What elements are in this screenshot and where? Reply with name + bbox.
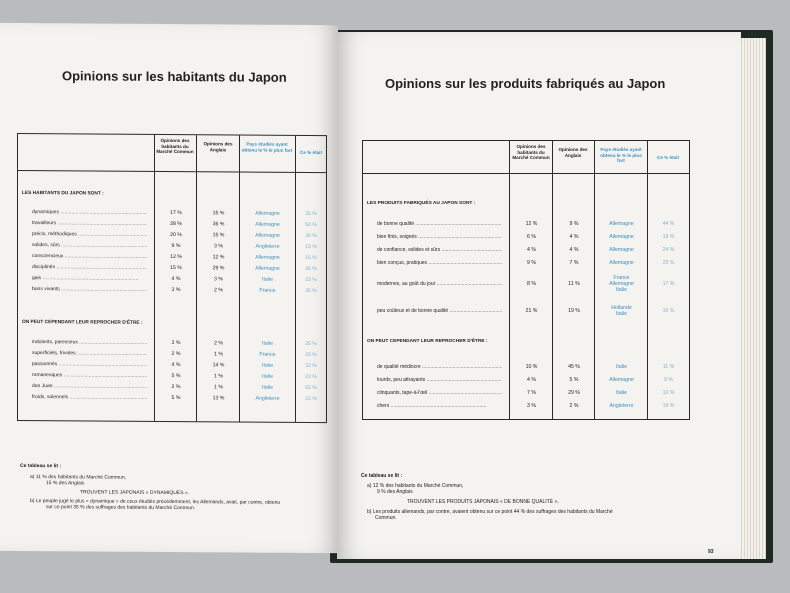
right-top-country: Allemagne (609, 260, 634, 266)
left-uk-value: 1 % (214, 351, 223, 358)
left-mc-value: 2 % (171, 384, 181, 391)
right-top-country: Angleterre (609, 403, 634, 409)
left-top-pct: 36 % (305, 232, 317, 240)
left-row-label: solides, sûrs ..... (32, 242, 147, 249)
left-uk-value: 2 % (214, 287, 223, 294)
right-top-pct: 11 % (662, 364, 675, 370)
right-mc-value: 3 % (527, 403, 536, 409)
right-row-label: peu coûteux et de bonne qualité ..... (377, 308, 502, 314)
left-top-pct: 45 % (305, 265, 317, 273)
left-note-a3: TROUVENT LES JAPONAIS « DYNAMIQUES ». (80, 489, 190, 497)
right-uk-value: 4 % (569, 234, 579, 240)
left-mc-value: 17 % (170, 210, 182, 217)
left-table (17, 133, 327, 423)
left-top-country: Angleterre (255, 395, 280, 402)
left-top-country: Angleterre (255, 243, 280, 250)
left-row-label: bons vivants ..... (32, 286, 147, 293)
right-note-title: Ce tableau se lit : (361, 473, 403, 479)
left-row-label: précis, méthodiques ..... (32, 231, 147, 238)
left-row-label: dynamiques ..... (32, 209, 147, 216)
left-mc-value: 2 % (171, 351, 181, 358)
left-mc-value: 4 % (171, 276, 181, 283)
right-table (362, 140, 690, 420)
left-top-pct: 33 % (305, 276, 317, 284)
right-mc-value: 10 % (525, 364, 538, 370)
right-top-pct: 17 % (662, 281, 675, 287)
right-note-b2: Commun. (375, 515, 397, 521)
left-top-country: Italie (262, 384, 273, 391)
left-uk-value: 29 % (212, 265, 225, 272)
right-top-country: Italie (616, 364, 627, 370)
left-top-country: Allemagne (255, 221, 280, 228)
left-top-pct: 55 % (305, 384, 317, 392)
right-mc-value: 7 % (527, 390, 536, 396)
right-top-country: Allemagne (609, 221, 634, 227)
right-mc-value: 8 % (527, 281, 536, 287)
right-top-country: Allemagne (609, 247, 634, 253)
left-mc-value: 28 % (170, 221, 182, 228)
left-note-a1: a) 11 % des habitants du Marché Commun, (30, 474, 127, 481)
right-top-country: Allemagne (609, 234, 634, 240)
left-mc-value: 5 % (171, 373, 181, 380)
right-uk-value: 29 % (568, 390, 580, 396)
left-top-pct: 50 % (305, 221, 317, 229)
left-uk-value: 14 % (212, 362, 225, 369)
right-row-label: de confiance, solides et sûrs ..... (377, 247, 502, 253)
left-top-country: Allemagne (255, 210, 280, 217)
left-uk-value: 12 % (212, 254, 225, 261)
left-page-title: Opinions sur les habitants du Japon (62, 68, 287, 85)
right-uk-value: 19 % (568, 308, 580, 314)
left-row-label: disciplinés ..... (32, 264, 147, 271)
left-note-title: Ce tableau se lit : (20, 462, 62, 470)
left-top-pct: 15 % (305, 243, 317, 251)
right-top-country: Allemagne (609, 377, 634, 383)
left-col-header-country: Pays étudiés ayant obtenu le % le plus fort (241, 141, 293, 153)
left-top-pct: 32 % (305, 362, 317, 370)
left-page (0, 23, 338, 553)
right-top-pct: 16 % (662, 308, 675, 314)
right-row-label: de qualité médiocre ..... (377, 364, 502, 370)
right-col-header-uk: Opinions des Anglais (558, 147, 588, 158)
left-row-label: consciencieux ..... (32, 253, 147, 260)
left-mc-value: 4 % (171, 362, 181, 369)
right-note-a2: 9 % des Anglais (377, 489, 413, 495)
right-col-header-mc: Opinions des habitants du Marché Commun (512, 144, 550, 161)
left-uk-value: 13 % (212, 395, 225, 402)
left-note-b2: sur ce point 35 % des suffrages des habitants du Marché Commun. (46, 504, 196, 512)
right-row-label: bien finis, soignés ..... (377, 234, 502, 240)
left-uk-value: 3 % (214, 243, 223, 250)
right-top-pct: 9 % (664, 377, 673, 383)
left-top-country: France (259, 351, 276, 358)
left-row-label: romanesques ..... (32, 372, 147, 379)
right-note-b1: b) Les produits allemands, par contre, avaient obtenu sur ce point 44 % des suffrages des habitants du Marché (367, 509, 613, 515)
right-top-country: France Allemagne Italie (609, 274, 634, 294)
left-top-country: Allemagne (255, 232, 280, 239)
left-top-country: Italie (262, 373, 273, 380)
right-mc-value: 9 % (527, 260, 536, 266)
left-top-country: France (259, 287, 276, 294)
right-top-pct: 23 % (662, 260, 675, 266)
right-row-label: clinquants, tape-à-l'œil ..... (377, 390, 502, 396)
left-row-label: travailleurs ..... (32, 220, 147, 227)
left-top-pct: 25 % (305, 351, 317, 359)
right-uk-value: 2 % (569, 403, 579, 409)
right-top-pct: 19 % (662, 403, 675, 409)
right-uk-value: 9 % (569, 221, 579, 227)
left-top-country: Allemagne (255, 265, 280, 272)
left-mc-value: 3 % (171, 287, 181, 294)
left-top-country: Italie (262, 276, 273, 283)
right-uk-value: 11 % (568, 281, 580, 287)
left-row-label: indolents, paresseux ..... (32, 339, 147, 346)
left-mc-value: 9 % (171, 243, 181, 250)
left-top-country: Italie (262, 340, 273, 347)
left-section-qualities: LES HABITANTS DU JAPON SONT : (22, 190, 104, 197)
right-row-label: modernes, au goût du jour ..... (377, 281, 502, 287)
right-mc-value: 4 % (527, 377, 536, 383)
right-top-pct: 44 % (662, 221, 675, 227)
left-uk-value: 2 % (214, 340, 223, 347)
right-page-title: Opinions sur les produits fabriqués au Japon (385, 76, 666, 91)
left-top-pct: 15 % (305, 254, 317, 262)
left-uk-value: 1 % (214, 384, 223, 391)
left-mc-value: 12 % (170, 254, 182, 261)
left-top-country: Italie (262, 362, 273, 369)
right-uk-value: 4 % (569, 247, 579, 253)
left-row-label: froids, solennels ..... (32, 394, 147, 401)
right-mc-value: 21 % (525, 308, 538, 314)
left-top-pct: 35 % (305, 210, 317, 218)
left-mc-value: 20 % (170, 232, 182, 239)
right-note-a3: TROUVENT LES PRODUITS JAPONAIS « DE BONNE QUALITÉ ». (407, 499, 559, 505)
right-row-label: lourds, peu attrayants ..... (377, 377, 502, 383)
right-col-header-country: Pays étudiés ayant obtenu le % le plus fort (600, 147, 642, 164)
left-row-label: superficiels, frivoles ..... (32, 350, 147, 357)
right-mc-value: 12 % (525, 221, 538, 227)
left-mc-value: 5 % (171, 395, 181, 402)
right-row-label: bien conçus, pratiques ..... (377, 260, 502, 266)
right-page (337, 32, 741, 559)
right-note-a1: a) 12 % des habitants du Marché Commun, (367, 483, 464, 489)
left-top-pct: 35 % (305, 287, 317, 295)
left-note-a2: 15 % des Anglais (46, 480, 85, 487)
left-note-b1: b) Le peuple jugé le plus « dynamique » de ceux étudiés précédemment, les Allemands, avait, par contre, obtenu (30, 498, 281, 506)
right-row-label: chers ..... (377, 403, 502, 409)
left-top-country: Allemagne (255, 254, 280, 261)
left-row-label: don Juan ..... (32, 383, 147, 390)
left-uk-value: 15 % (212, 232, 225, 239)
left-col-header-pct: Ce % était (300, 149, 322, 156)
left-top-pct: 25 % (305, 340, 317, 348)
right-section-reproaches: ON PEUT CEPENDANT LEUR REPROCHER D'ÊTRE : (367, 339, 488, 344)
left-mc-value: 3 % (171, 340, 181, 347)
left-uk-value: 3 % (214, 276, 223, 283)
right-top-country: Hollande Italie (611, 304, 632, 318)
right-uk-value: 5 % (569, 377, 579, 383)
left-row-label: passionnés ..... (32, 361, 147, 368)
right-mc-value: 6 % (527, 234, 536, 240)
right-section-qualities: LES PRODUITS FABRIQUÉS AU JAPON SONT : (367, 201, 476, 206)
right-top-country: Italie (616, 390, 627, 396)
left-top-pct: 33 % (305, 395, 317, 403)
left-row-label: gais ..... (32, 275, 147, 282)
left-col-header-mc: Opinions des habitants du Marché Commun (156, 137, 194, 155)
right-top-pct: 19 % (662, 234, 675, 240)
left-top-pct: 23 % (305, 373, 317, 381)
left-mc-value: 15 % (170, 265, 182, 272)
right-row-label: de bonne qualité ..... (377, 221, 502, 227)
right-col-header-pct: Ce % était (657, 155, 679, 160)
right-uk-value: 45 % (568, 364, 580, 370)
right-uk-value: 7 % (569, 260, 579, 266)
right-top-pct: 24 % (662, 247, 675, 253)
left-uk-value: 15 % (212, 210, 225, 217)
left-section-reproaches: ON PEUT CEPENDANT LEUR REPROCHER D'ÊTRE : (22, 319, 143, 326)
page-number: 93 (708, 549, 714, 555)
left-col-header-uk: Opinions des Anglais (203, 141, 233, 152)
right-top-pct: 12 % (662, 390, 675, 396)
left-uk-value: 1 % (214, 373, 223, 380)
right-mc-value: 4 % (527, 247, 536, 253)
left-uk-value: 36 % (212, 221, 225, 228)
